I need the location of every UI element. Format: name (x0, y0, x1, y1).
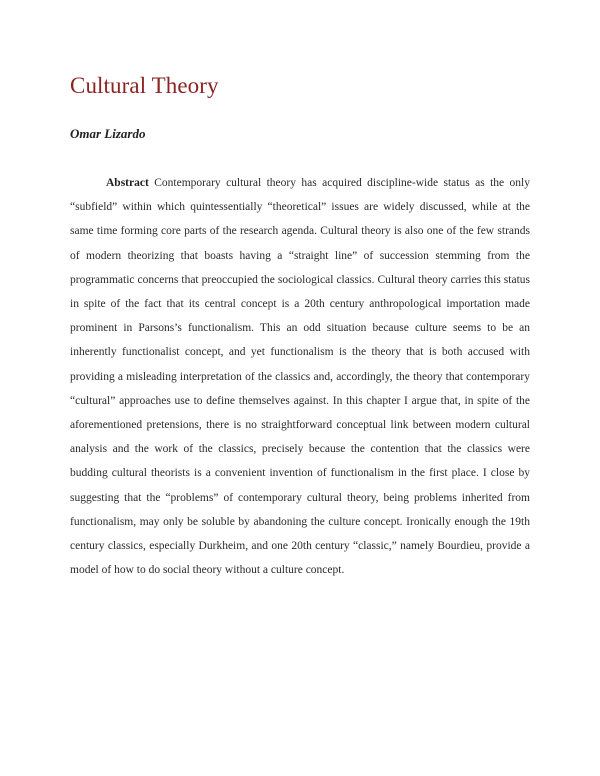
abstract-paragraph (70, 171, 530, 582)
abstract-label: Abstract (106, 177, 149, 189)
document-title: Cultural Theory (70, 73, 219, 98)
abstract-text: Contemporary cultural theory has acquired discipline-wide status as the only “subfield” within which quintessentially “theoretical” issues are widely discussed, while at the same time forming core parts of the research agenda. Cultural theory is also one of the few strands of modern theorizing that boasts having a “straight line” of succession stemming from the programmatic concerns that preoccupied the sociological classics. Cultural theory carries this status in spite of the fact that its central concept is a 20th century anthropological importation made prominent in Parsons’s functionalism. This an odd situation because culture seems to be an inherently functionalist concept, and yet functionalism is the theory that is both accused with providing a misleading interpretation of the classics and, accordingly, the theory that contemporary “cultural” approaches use to define themselves against. In this chapter I argue that, in spite of the aforementioned pretensions, there is no straightforward conceptual link between modern cultural analysis and the work of the classics, precisely because the contention that the classics were budding cultural theorists is a convenient invention of functionalism in the first place. I close by suggesting that the “problems” of contemporary cultural theory, being problems inherited from functionalism, may only be soluble by abandoning the culture concept. Ironically enough the 19th century classics, especially Durkheim, and one 20th century “classic,” namely Bourdieu, provide a model of how to do social theory without a culture concept. (70, 177, 531, 577)
author-name: Omar Lizardo (70, 126, 146, 141)
